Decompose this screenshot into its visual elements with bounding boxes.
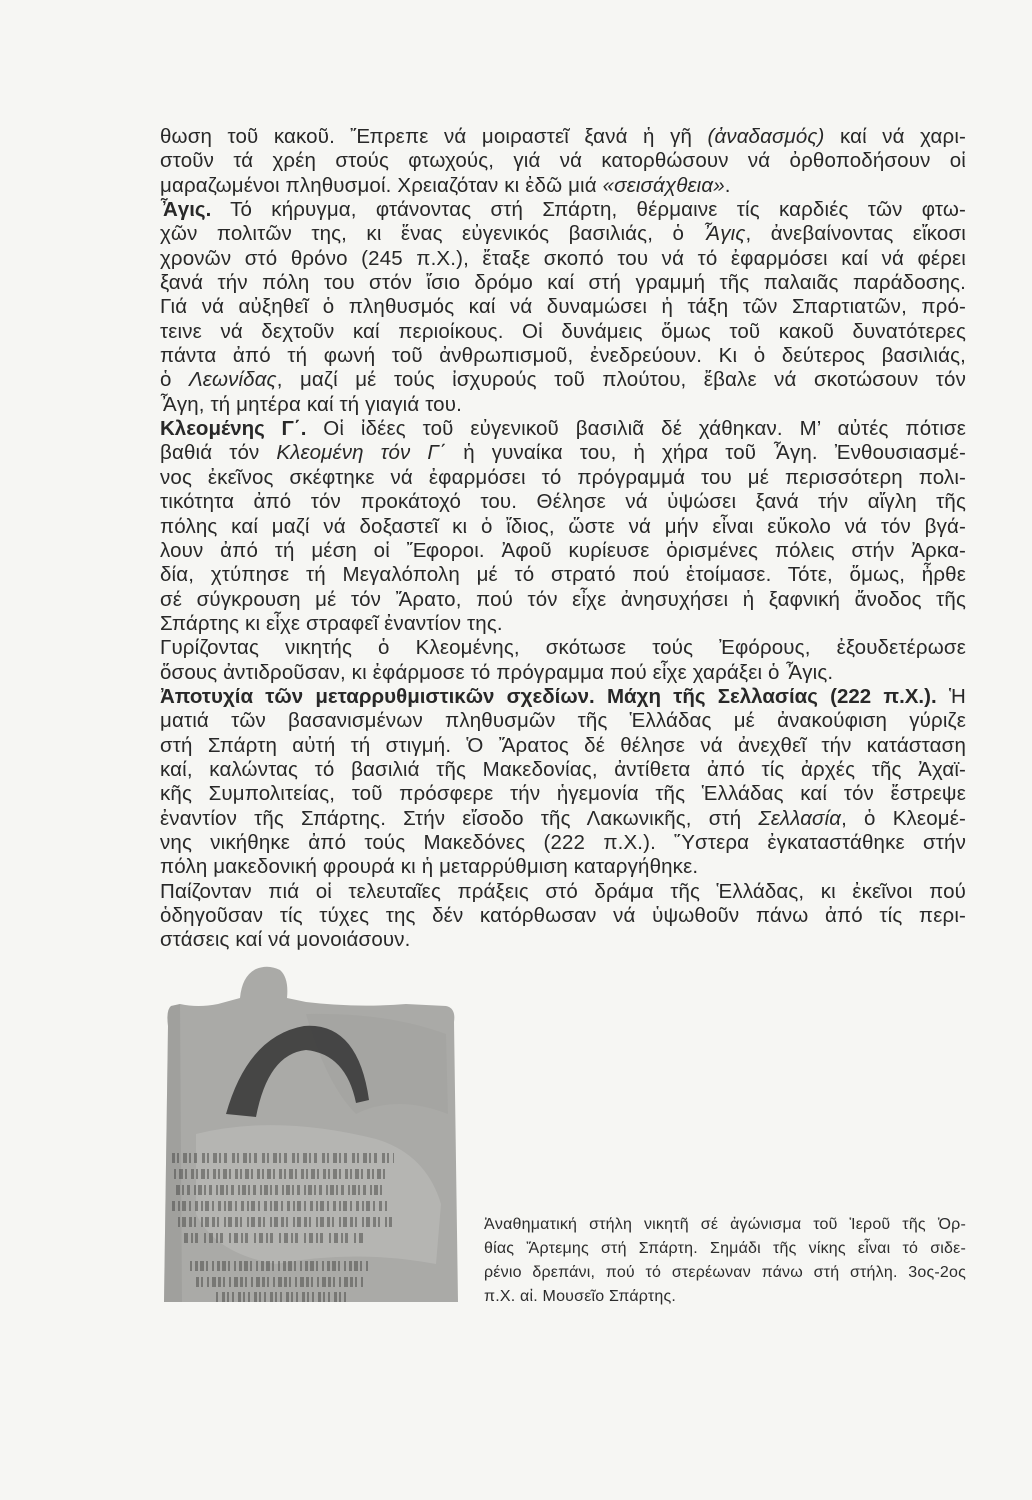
text-line	[160, 685, 966, 709]
italic-term: Λεωνίδας	[188, 368, 277, 392]
text-line: στοῦν τά χρέη στούς φτωχούς, γιά νά κατορθώσουν νά ὀρθοποδήσουν οἱ	[160, 149, 966, 173]
text-line	[160, 125, 966, 149]
text-line: τικότητα ἀπό τόν προκάτοχό του. Θέλησε νά ὑψώσει ξανά τήν αἴγλη τῆς	[160, 490, 966, 514]
text-line: κῆς Συμπολιτείας, τοῦ πρόσφερε τήν ἡγεμονία τῆς Ἑλλάδας καί τόν ἔστρεψε	[160, 782, 966, 806]
text-run: , ἀνεβαίνοντας εἴκοσι	[745, 222, 966, 246]
text-line	[160, 222, 966, 246]
text-run: βαθιά τόν	[160, 441, 277, 465]
text-line: πόλη μακεδονική φρουρά κι ἡ μεταρρύθμιση καταργήθηκε.	[160, 855, 699, 879]
section-heading: Ἆγις.	[160, 198, 212, 222]
text-line: ξανά τήν πόλη του στόν ἴσιο δρόμο καί στή γραμμή τῆς παλαιᾶς παράδοσης.	[160, 271, 966, 295]
text-run: ἐναντίον τῆς Σπάρτης. Στήν εἴσοδο τῆς Λακωνικῆς, στή	[160, 806, 759, 830]
caption-line: ρένιο δρεπάνι, πού τό στερέωναν πάνω στή στήλη. 3ος-2ος	[484, 1264, 966, 1281]
caption-line: θίας Ἄρτεμης στή Σπάρτη. Σημάδι τῆς νίκης εἶναι τό σιδε-	[484, 1240, 966, 1257]
main-text	[160, 125, 966, 953]
caption-line: Ἀναθηματική στήλη νικητῆ σέ ἀγώνισμα τοῦ Ἱεροῦ τῆς Ὀρ-	[484, 1216, 966, 1233]
text-run: ὁ	[160, 368, 189, 392]
text-line: σέ σύγκρουση μέ τόν Ἄρατο, πού τόν εἶχε ἀνησυχήσει ἡ ξαφνική ἄνοδος τῆς	[160, 587, 966, 611]
text-line: Γυρίζοντας νικητής ὁ Κλεομένης, σκότωσε τούς Ἐφόρους, ἐξουδετέρωσε	[160, 636, 966, 660]
stele-illustration	[156, 964, 466, 1306]
text-line	[160, 441, 966, 465]
paragraph-intro	[160, 125, 966, 198]
text-line: δία, χτύπησε τή Μεγαλόπολη μέ τό στρατό πού ἑτοίμασε. Τότε, ὅμως, ἦρθε	[160, 563, 966, 587]
text-run: μαραζωμένοι πληθυσμοί. Χρειαζόταν κι ἐδῶ μιά	[160, 173, 603, 197]
text-line: ὁδηγοῦσαν τίς τύχες της δέν κατόρθωσαν νά ὑψωθοῦν πάνω ἀπό τίς περι-	[160, 904, 966, 927]
text-run: Τό κήρυγμα, φτάνοντας στή Σπάρτη, θέρμαινε τίς καρδιές τῶν φτω-	[211, 198, 966, 222]
text-run: .	[724, 173, 731, 197]
text-run: Ἡ	[936, 684, 966, 708]
text-line: πόλης καί μαζί νά δοξαστεῖ κι ὁ ἴδιος, ὥστε νά μήν εἶναι εὔκολο νά τόν βγά-	[160, 514, 966, 538]
text-line: στή Σπάρτη αὐτή τή στιγμή. Ὁ Ἄρατος δέ θέλησε νά ἀνεχθεῖ τήν κατάσταση	[160, 733, 966, 757]
stele-photo	[156, 964, 466, 1306]
section-sellasia	[160, 685, 966, 880]
text-line: χρονῶν στό θρόνο (245 π.Χ.), ἔταξε σκοπό του νά τό ἐφαρμόσει καί νά φέρει	[160, 246, 966, 270]
text-run: , ὁ Κλεομέ-	[841, 806, 966, 830]
paragraph-closing	[160, 880, 966, 953]
text-line: Σπάρτης κι εἶχε στραφεῖ ἐναντίον της.	[160, 611, 503, 635]
text-line: Παίζονταν πιά οἱ τελευταῖες πράξεις στό δράμα τῆς Ἑλλάδας, κι ἐκεῖνοι πού	[160, 879, 966, 903]
text-line: πάντα ἀπό τή φωνή τοῦ ἀνθρωπισμοῦ, ἐνεδρεύουν. Κι ὁ δεύτερος βασιλιάς,	[160, 344, 966, 368]
text-line	[160, 198, 966, 222]
text-line: Ἆγη, τή μητέρα καί τή γιαγιά του.	[160, 392, 462, 416]
italic-term: Σελλασία	[758, 806, 842, 830]
text-line	[160, 417, 966, 441]
text-run: ἡ γυναίκα του, ἡ χήρα τοῦ Ἆγη. Ἐνθουσιασμέ-	[446, 441, 966, 465]
text-line: καί, καλώντας τό βασιλιά τῆς Μακεδονίας, ἀντίθετα ἀπό τίς ἀρχές τῆς Ἀχαϊ-	[160, 757, 966, 781]
text-line: Γιά νά αὐξηθεῖ ὁ πληθυσμός καί νά δυναμώσει ἡ τάξη τῶν Σπαρτιατῶν, πρό-	[160, 295, 966, 319]
text-line: νος ἐκεῖνος σκέφτηκε νά ἐφαρμόσει τό πρόγραμμά του μέ περισσότερη πολι-	[160, 465, 966, 489]
text-run: Οἱ ἰδέες τοῦ εὐγενικοῦ βασιλιᾶ δέ χάθηκαν. Μ’ αὐτές πότισε	[306, 417, 966, 441]
text-line	[160, 174, 966, 198]
section-kleomenis	[160, 417, 966, 636]
caption-line: π.Χ. αἰ. Μουσεῖο Σπάρτης.	[484, 1288, 677, 1305]
text-run: θωση τοῦ κακοῦ. Ἔπρεπε νά μοιραστεῖ ξανά ἡ γῆ	[160, 125, 708, 148]
text-line	[160, 807, 966, 831]
section-agis	[160, 198, 966, 417]
text-line: ματιά τῶν βασανισμένων πληθυσμῶν τῆς Ἑλλάδας μέ ἀνακούφιση γύριζε	[160, 709, 966, 733]
italic-term: Κλεομένη τόν Γ΄	[276, 441, 447, 465]
text-line: στάσεις καί νά μονοιάσουν.	[160, 928, 411, 952]
italic-term: «σεισάχθεια»	[602, 173, 725, 197]
section-heading: Ἀποτυχία τῶν μεταρρυθμιστικῶν σχεδίων. Μάχη τῆς Σελλασίας (222 π.Χ.).	[160, 684, 937, 708]
text-line: τεινε νά δεχτοῦν καί περιοίκους. Οἱ δυνάμεις ὅμως τοῦ κακοῦ δυνατότερες	[160, 319, 966, 343]
italic-term: Ἆγις	[703, 222, 746, 246]
italic-term: (ἀναδασμός)	[707, 125, 825, 148]
text-run: , μαζί μέ τούς ἰσχυρούς τοῦ πλούτου, ἔβαλε νά σκοτώσουν τόν	[276, 368, 966, 392]
text-run: χῶν πολιτῶν της, κι ἕνας εὐγενικός βασιλιάς, ὁ	[160, 222, 704, 246]
text-line: νης νικήθηκε ἀπό τούς Μακεδόνες (222 π.Χ.). Ὕστερα ἐγκαταστάθηκε στήν	[160, 830, 966, 854]
text-line: ὅσους ἀντιδροῦσαν, κι ἐφάρμοσε τό πρόγραμμα πού εἶχε χαράξει ὁ Ἆγις.	[160, 660, 834, 684]
figure-caption	[484, 1213, 966, 1309]
paragraph-kleomenis-victory	[160, 636, 966, 685]
text-run: καί νά χαρι-	[824, 125, 966, 148]
text-line: λουν ἀπό τή μέση οἱ Ἔφοροι. Ἀφοῦ κυρίευσε ὁρισμένες πόλεις στήν Ἀρκα-	[160, 538, 966, 562]
section-heading: Κλεομένης Γ΄.	[160, 417, 307, 441]
text-line	[160, 368, 966, 392]
